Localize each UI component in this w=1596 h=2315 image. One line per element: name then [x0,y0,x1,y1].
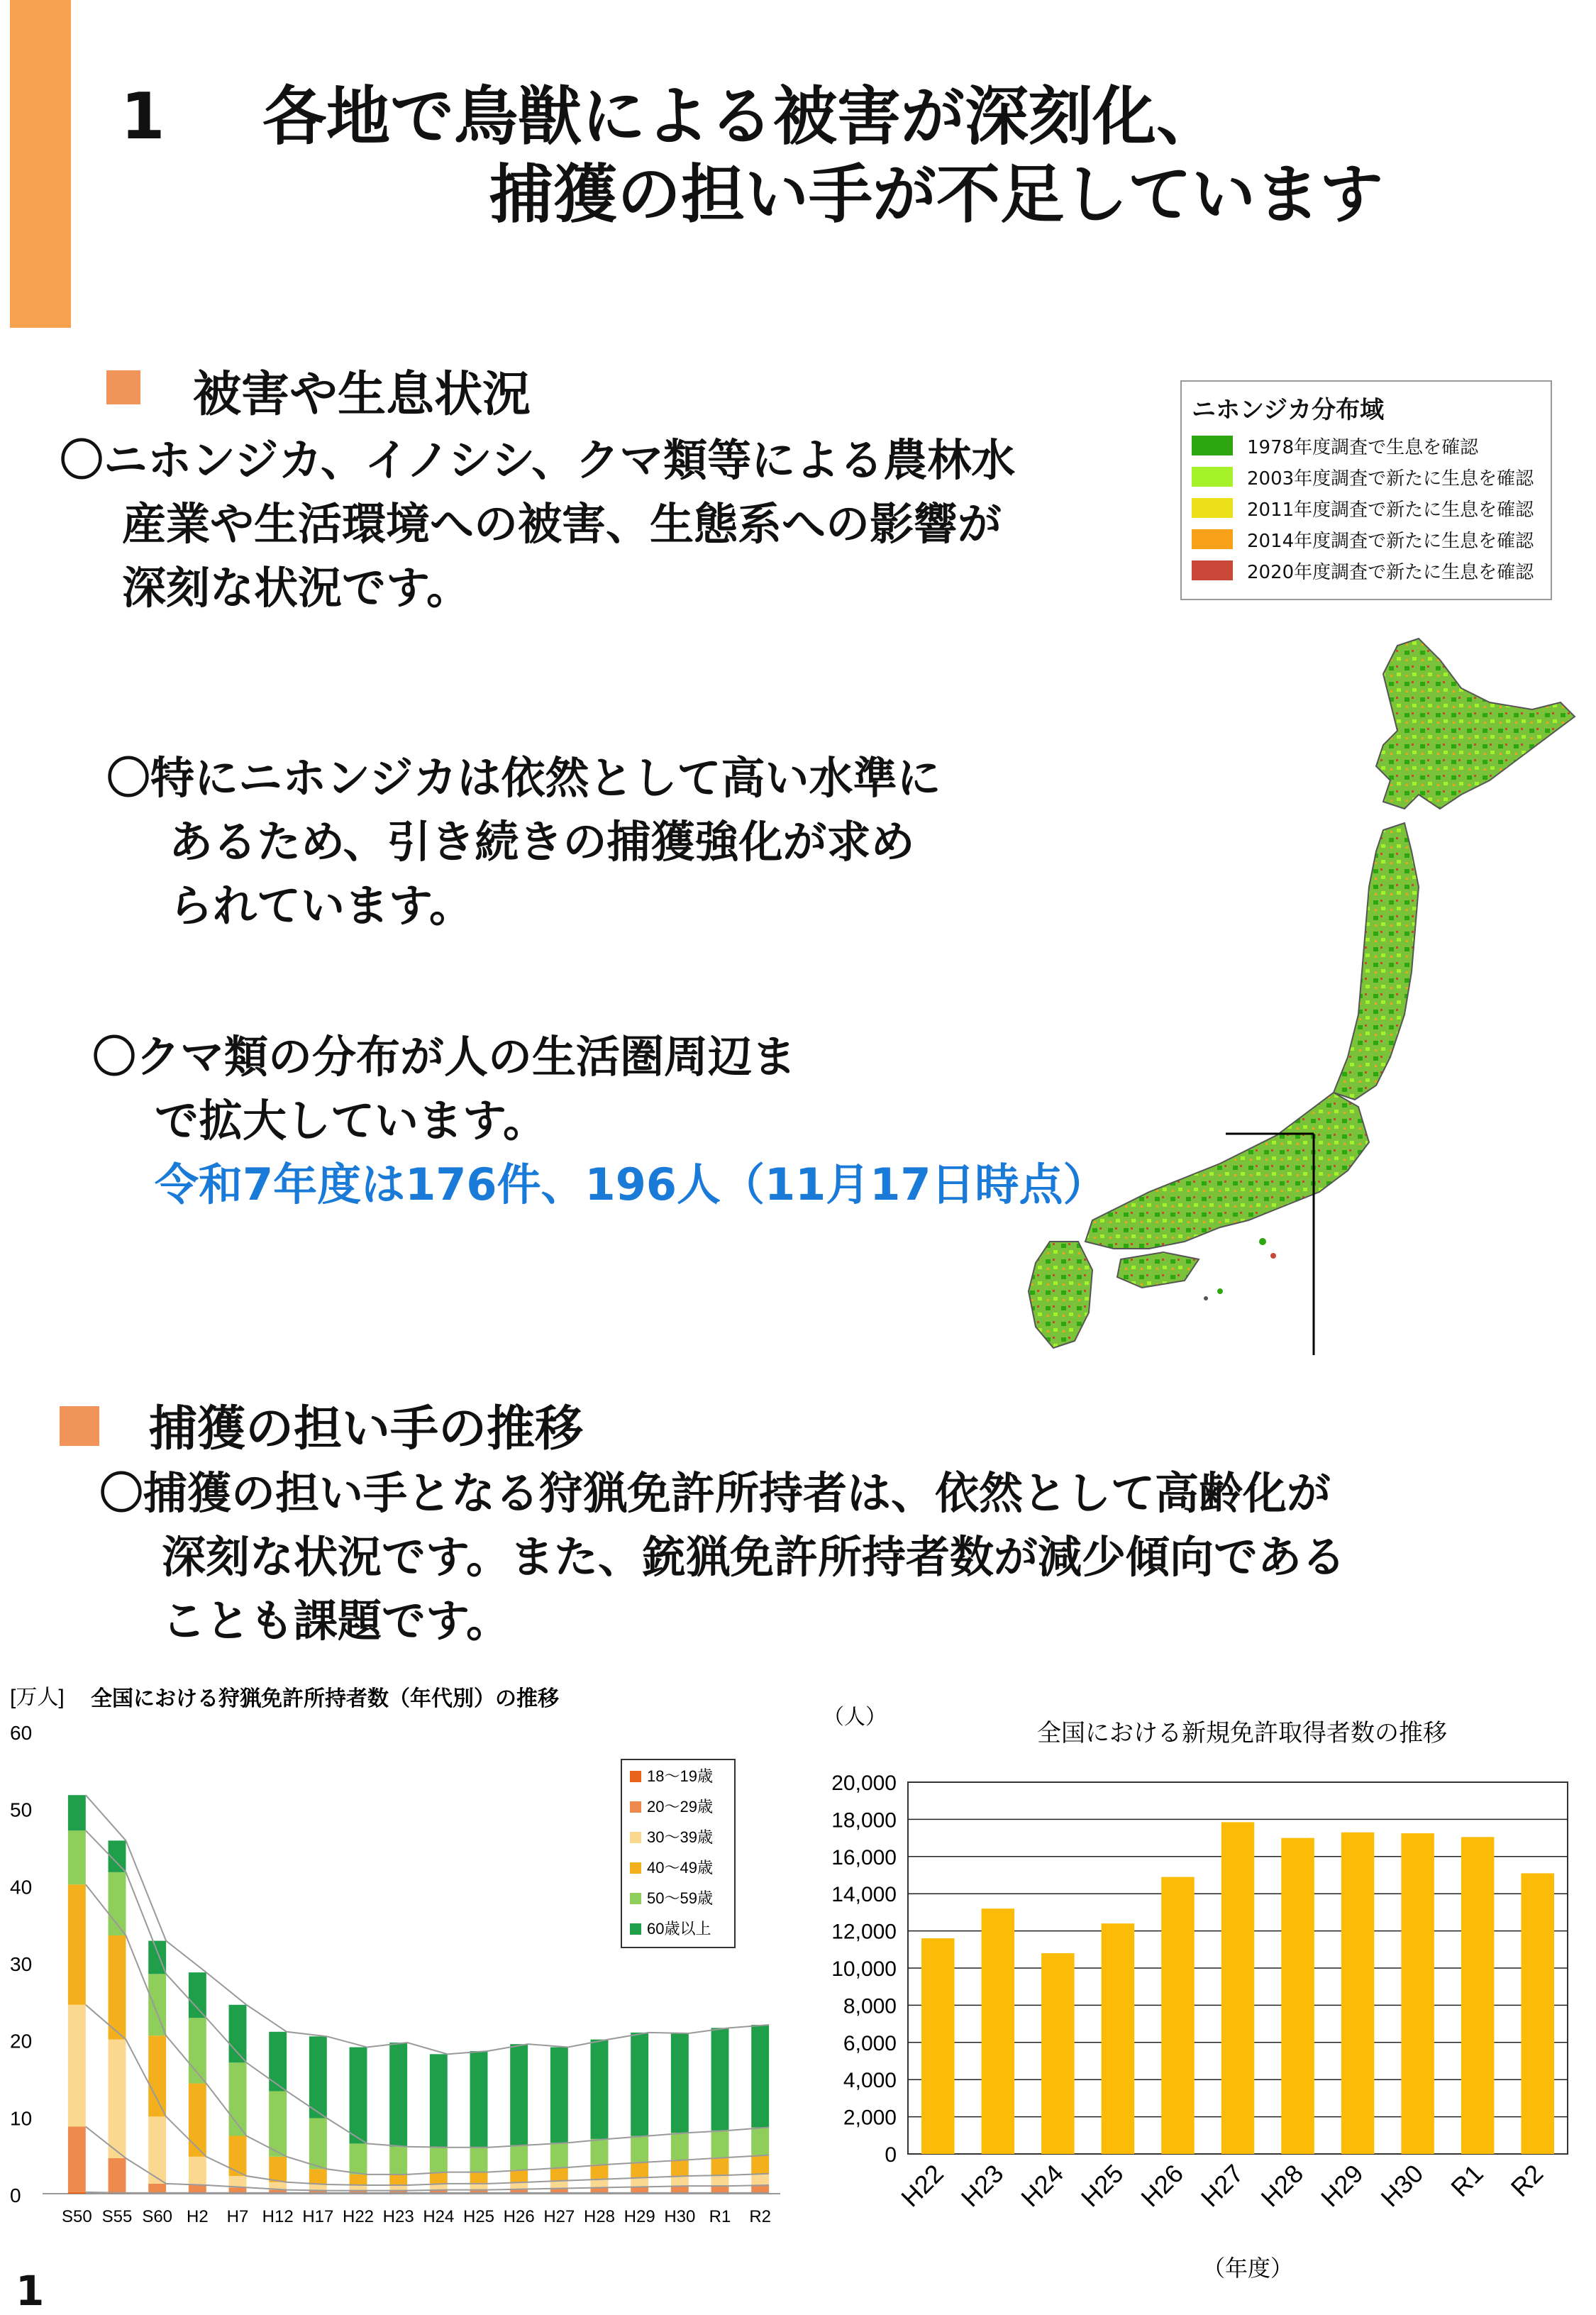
legend-label: 1978年度調査で生息を確認 [1247,436,1479,458]
legend-item [1192,559,1534,582]
bar-segment-R2 [751,2185,769,2193]
y-tick-label: 10 [10,2107,33,2130]
para2-line: られています。 [169,880,474,932]
bar-segment-H2 [189,2157,206,2185]
x-tick-label: H25 [1075,2158,1129,2213]
bar-segment-H17 [309,2169,327,2184]
bar-segment-H25 [470,2051,488,2148]
chart2-xlabel: （年度） [1202,2255,1294,2281]
para2-line: 〇特にニホンジカは依然として高い水準に [106,752,941,804]
bar-segment-H7 [229,2136,247,2177]
bar-segment-H23 [389,2185,407,2191]
legend-label: 18〜19歳 [647,1767,713,1785]
x-tick-label: R2 [749,2207,772,2226]
bar-H27 [1221,1822,1255,2154]
y-tick-label: 8,000 [843,1994,897,2018]
bar-segment-H17 [309,2036,327,2118]
bar-segment-S60 [148,2035,166,2116]
y-tick-label: 14,000 [831,1883,897,1907]
bar-segment-H26 [510,2170,528,2182]
x-tick-label: H29 [624,2207,655,2226]
bar-segment-S55 [109,2040,126,2158]
legend-label: 60歳以上 [647,1920,711,1938]
x-tick-label: H29 [1315,2158,1369,2213]
series-connector-line [86,2005,769,2185]
bar-segment-H22 [350,2185,367,2191]
bar-segment-H2 [189,2084,206,2157]
x-tick-label: S60 [142,2207,173,2226]
section-marker-icon [60,1406,99,1446]
y-tick-label: 0 [10,2184,21,2206]
para3-line: で拡大しています。 [155,1095,548,1147]
x-tick-label: H27 [543,2207,575,2226]
series-connector-line [86,2126,769,2190]
page-number: 1 [16,2267,45,2315]
y-tick-label: 20,000 [831,1772,897,1795]
bar-segment-H25 [470,2148,488,2172]
legend-label: 40〜49歳 [647,1859,713,1877]
bar-segment-H7 [229,2176,247,2187]
bar-segment-H30 [671,2160,689,2176]
chart2-unit: （人） [823,1706,887,1729]
x-tick-label: S50 [61,2207,92,2226]
y-tick-label: 20 [10,2030,33,2052]
x-tick-label: H28 [583,2207,616,2226]
section-marker-icon [106,370,140,404]
bear-incident-highlight: 令和7年度は176件、196人（11月17日時点） [155,1159,1107,1210]
para3-line: 〇クマ類の分布が人の生活圏周辺ま [92,1031,797,1083]
legend-label: 2014年度調査で新たに生息を確認 [1247,530,1534,552]
bar-segment-S60 [148,1974,166,2035]
bar-segment-R1 [711,2186,729,2193]
section2-heading: 捕獲の担い手の推移 [149,1401,584,1457]
bar-segment-H24 [430,2148,448,2172]
bar-segment-H22 [350,2175,367,2185]
bar-segment-H25 [470,2172,488,2184]
bar-segment-H23 [389,2175,407,2185]
bar-segment-H7 [229,2187,247,2193]
legend-label: 30〜39歳 [647,1828,713,1846]
shikoku-region [1117,1252,1199,1288]
bar-segment-H24 [430,2172,448,2184]
x-tick-label: H22 [895,2158,949,2213]
bar-segment-S55 [109,1935,126,2040]
y-tick-label: 0 [885,2143,897,2167]
bar-segment-S50 [68,2192,86,2194]
bar-segment-H29 [631,2033,648,2136]
bar-H30 [1401,1833,1434,2154]
legend-swatch [630,1832,641,1843]
bar-segment-R2 [751,2174,769,2185]
license-holders-by-age-chart [0,1674,794,2228]
y-tick-label: 4,000 [843,2069,897,2093]
bar-segment-H23 [389,2147,407,2175]
bar-segment-S50 [68,2005,86,2127]
bar-segment-R2 [751,2128,769,2155]
x-tick-label: S55 [101,2207,133,2226]
bar-segment-S50 [68,1795,86,1830]
y-tick-label: 50 [10,1799,33,1821]
chart1-title: 全国における狩猟免許所持者数（年代別）の推移 [91,1687,559,1711]
series-connector-line [86,2192,769,2193]
bar-segment-H2 [189,2185,206,2193]
legend-label: 50〜59歳 [647,1889,713,1907]
bar-H23 [982,1908,1015,2154]
legend-label: 2011年度調査で新たに生息を確認 [1247,499,1534,521]
x-tick-label: H7 [226,2207,249,2226]
bar-segment-H29 [631,2177,648,2187]
bar-segment-R1 [711,2131,729,2157]
x-tick-label: H26 [503,2207,535,2226]
x-tick-label: H25 [462,2207,495,2226]
bar-H28 [1281,1838,1314,2154]
para1-line: 産業や生活環境への被害、生態系への影響が [122,498,1002,550]
bar-H26 [1161,1877,1195,2154]
bar-segment-H23 [389,2043,407,2147]
bar-segment-S60 [148,2184,166,2193]
x-tick-label: H24 [1015,2158,1070,2213]
bar-segment-H30 [671,2176,689,2186]
x-tick-label: H23 [955,2158,1009,2213]
para-line: 〇捕獲の担い手となる狩猟免許所持者は、依然として高齢化が [99,1467,1331,1519]
legend-label: 2003年度調査で新たに生息を確認 [1247,468,1534,490]
legend-label: 2020年度調査で新たに生息を確認 [1247,561,1534,583]
legend-item [1192,465,1534,488]
bar-segment-H12 [269,2032,287,2092]
bar-segment-H27 [550,2167,568,2180]
legend-swatch [1192,436,1233,455]
legend-swatch [1192,467,1233,487]
bar-segment-H29 [631,2162,648,2177]
bar-segment-R1 [711,2157,729,2175]
bar-segment-H30 [671,2133,689,2160]
section1-heading: 被害や生息状況 [193,367,531,423]
legend-swatch [630,1893,641,1904]
x-tick-label: H23 [382,2207,414,2226]
x-tick-label: H26 [1135,2158,1190,2213]
honshu-region [1085,1093,1369,1249]
header-accent-bar [10,0,71,328]
section1-paragraph-1 [60,429,1015,620]
bar-segment-H28 [591,2040,609,2139]
x-tick-label: H27 [1195,2158,1249,2213]
deer-distribution-legend [1180,380,1552,600]
section2-paragraph [99,1462,1346,1653]
y-tick-label: 18,000 [831,1808,897,1833]
x-tick-label: R2 [1504,2158,1549,2203]
para-line: ことも課題です。 [162,1595,511,1647]
y-tick-label: 30 [10,1953,33,1975]
bar-segment-S55 [109,1872,126,1935]
tohoku-region [1334,823,1419,1100]
x-tick-label: H12 [262,2207,294,2226]
legend-item [1192,434,1478,457]
bar-segment-H7 [229,2005,247,2063]
chart2-title: 全国における新規免許取得者数の推移 [1037,1720,1447,1747]
bar-segment-H30 [671,2033,689,2133]
bar-segment-H28 [591,2165,609,2179]
title-number: 1 [121,79,165,154]
para2-line: あるため、引き続きの捕獲強化が求め [169,816,915,868]
bar-segment-H22 [350,2048,367,2144]
legend-swatch [630,1923,641,1935]
chart1-legend [621,1759,735,1947]
para1-line: 〇ニホンジカ、イノシシ、クマ類等による農林水 [60,434,1016,486]
x-tick-label: R1 [709,2207,731,2226]
legend-item [1192,497,1534,519]
bar-segment-R2 [751,2025,769,2128]
y-tick-label: 60 [10,1722,33,1744]
legend-swatch [630,1862,641,1874]
y-tick-label: 40 [10,1876,33,1899]
x-tick-label: H30 [1375,2158,1429,2213]
section1-paragraph-2 [106,746,941,938]
legend-item [1192,528,1534,551]
y-tick-label: 6,000 [843,2031,897,2055]
bar-segment-S55 [109,2158,126,2193]
legend-swatch [630,1771,641,1782]
chart1-unit: [万人] [10,1686,65,1709]
bar-segment-H27 [550,2143,568,2167]
bar-segment-H12 [269,2091,287,2156]
bar-segment-S50 [68,1884,86,2005]
y-tick-label: 10,000 [831,1957,897,1981]
bar-R2 [1521,1873,1554,2154]
bar-segment-H26 [510,2044,528,2145]
bar-segment-S50 [68,2126,86,2192]
bar-segment-H29 [631,2136,648,2162]
bar-H24 [1041,1953,1075,2154]
bar-R1 [1461,1837,1495,2154]
para-line: 深刻な状況です。また、銃猟免許所持者数が減少傾向である [162,1531,1346,1583]
x-tick-label: H28 [1255,2158,1309,2213]
legend-swatch [1192,529,1233,549]
page-title [121,78,1383,234]
bar-segment-S50 [68,1830,86,1884]
legend-label: 20〜29歳 [647,1798,713,1816]
legend-swatch [1192,560,1233,580]
bar-segment-R1 [711,2175,729,2186]
bar-segment-H27 [550,2048,568,2143]
bar-segment-H24 [430,2054,448,2147]
bar-H25 [1102,1923,1135,2154]
bar-segment-H22 [350,2143,367,2174]
japan-deer-distribution-map [951,617,1596,1369]
bar-segment-H25 [470,2184,488,2190]
new-license-acquisitions-chart [794,1696,1596,2292]
hokkaido-region [1376,639,1575,809]
x-tick-label: H2 [186,2207,209,2226]
legend-swatch [630,1801,641,1813]
para1-line: 深刻な状況です。 [122,562,471,614]
bar-segment-R1 [711,2028,729,2131]
x-tick-label: H17 [302,2207,334,2226]
kyushu-region [1029,1242,1092,1348]
bar-segment-H2 [189,1972,206,2018]
bar-segment-H12 [269,2157,287,2182]
bar-H22 [921,1938,955,2154]
x-tick-label: H30 [664,2207,696,2226]
legend-title: ニホンジカ分布域 [1192,396,1385,424]
bar-H29 [1341,1833,1375,2154]
legend-swatch [1192,498,1233,518]
x-tick-label: H22 [342,2207,375,2226]
bar-segment-H28 [591,2139,609,2165]
x-tick-label: R1 [1445,2158,1489,2203]
y-tick-label: 2,000 [843,2106,897,2130]
bar-segment-H26 [510,2145,528,2170]
bar-segment-H30 [671,2186,689,2193]
title-line-1: 各地で鳥獣による被害が深刻化、 [262,79,1220,154]
y-tick-label: 16,000 [831,1845,897,1869]
x-tick-label: H24 [423,2207,455,2226]
title-line-2: 捕獲の担い手が不足しています [489,158,1383,232]
bar-segment-H17 [309,2118,327,2170]
bar-segment-R2 [751,2155,769,2174]
y-tick-label: 12,000 [831,1920,897,1944]
